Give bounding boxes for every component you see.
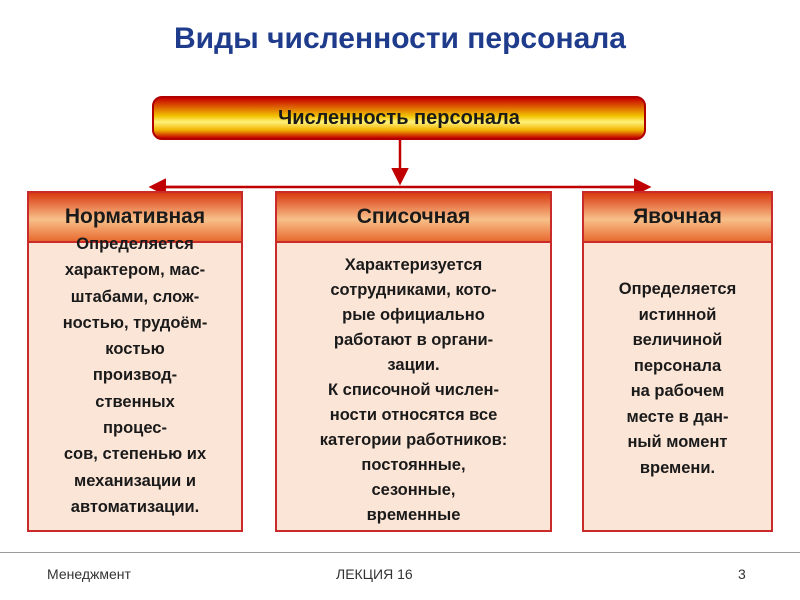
column-normative-text: Определяется характером, мас- штабами, слож- ностью, трудоём- костью производ- ственных процес- сов, степенью их механизации и автоматизации. (62, 235, 208, 516)
column-normative (27, 191, 243, 532)
column-list (275, 191, 552, 532)
footer-course: Менеджмент (47, 566, 131, 582)
column-attendance-text: Определяется истинной величиной персонала на рабочем месте в дан- ный момент времени. (618, 280, 737, 477)
root-node-label: Численность персонала (278, 106, 520, 129)
column-attendance-heading: Явочная (584, 193, 771, 243)
column-list-text: Характеризуется сотрудниками, кото- рые официально работают в органи- зации. К списочной числен- ности относятся все категории работников: постоянные, сезонные, временные (319, 256, 508, 524)
column-list-heading: Списочная (277, 193, 550, 243)
column-attendance (582, 191, 773, 532)
footer-page-number: 3 (738, 566, 746, 582)
footer-divider (0, 552, 800, 553)
slide-title: Виды численности персонала (173, 22, 626, 55)
footer-lecture: ЛЕКЦИЯ 16 (336, 566, 413, 582)
column-normative-heading: Нормативная (29, 193, 241, 243)
